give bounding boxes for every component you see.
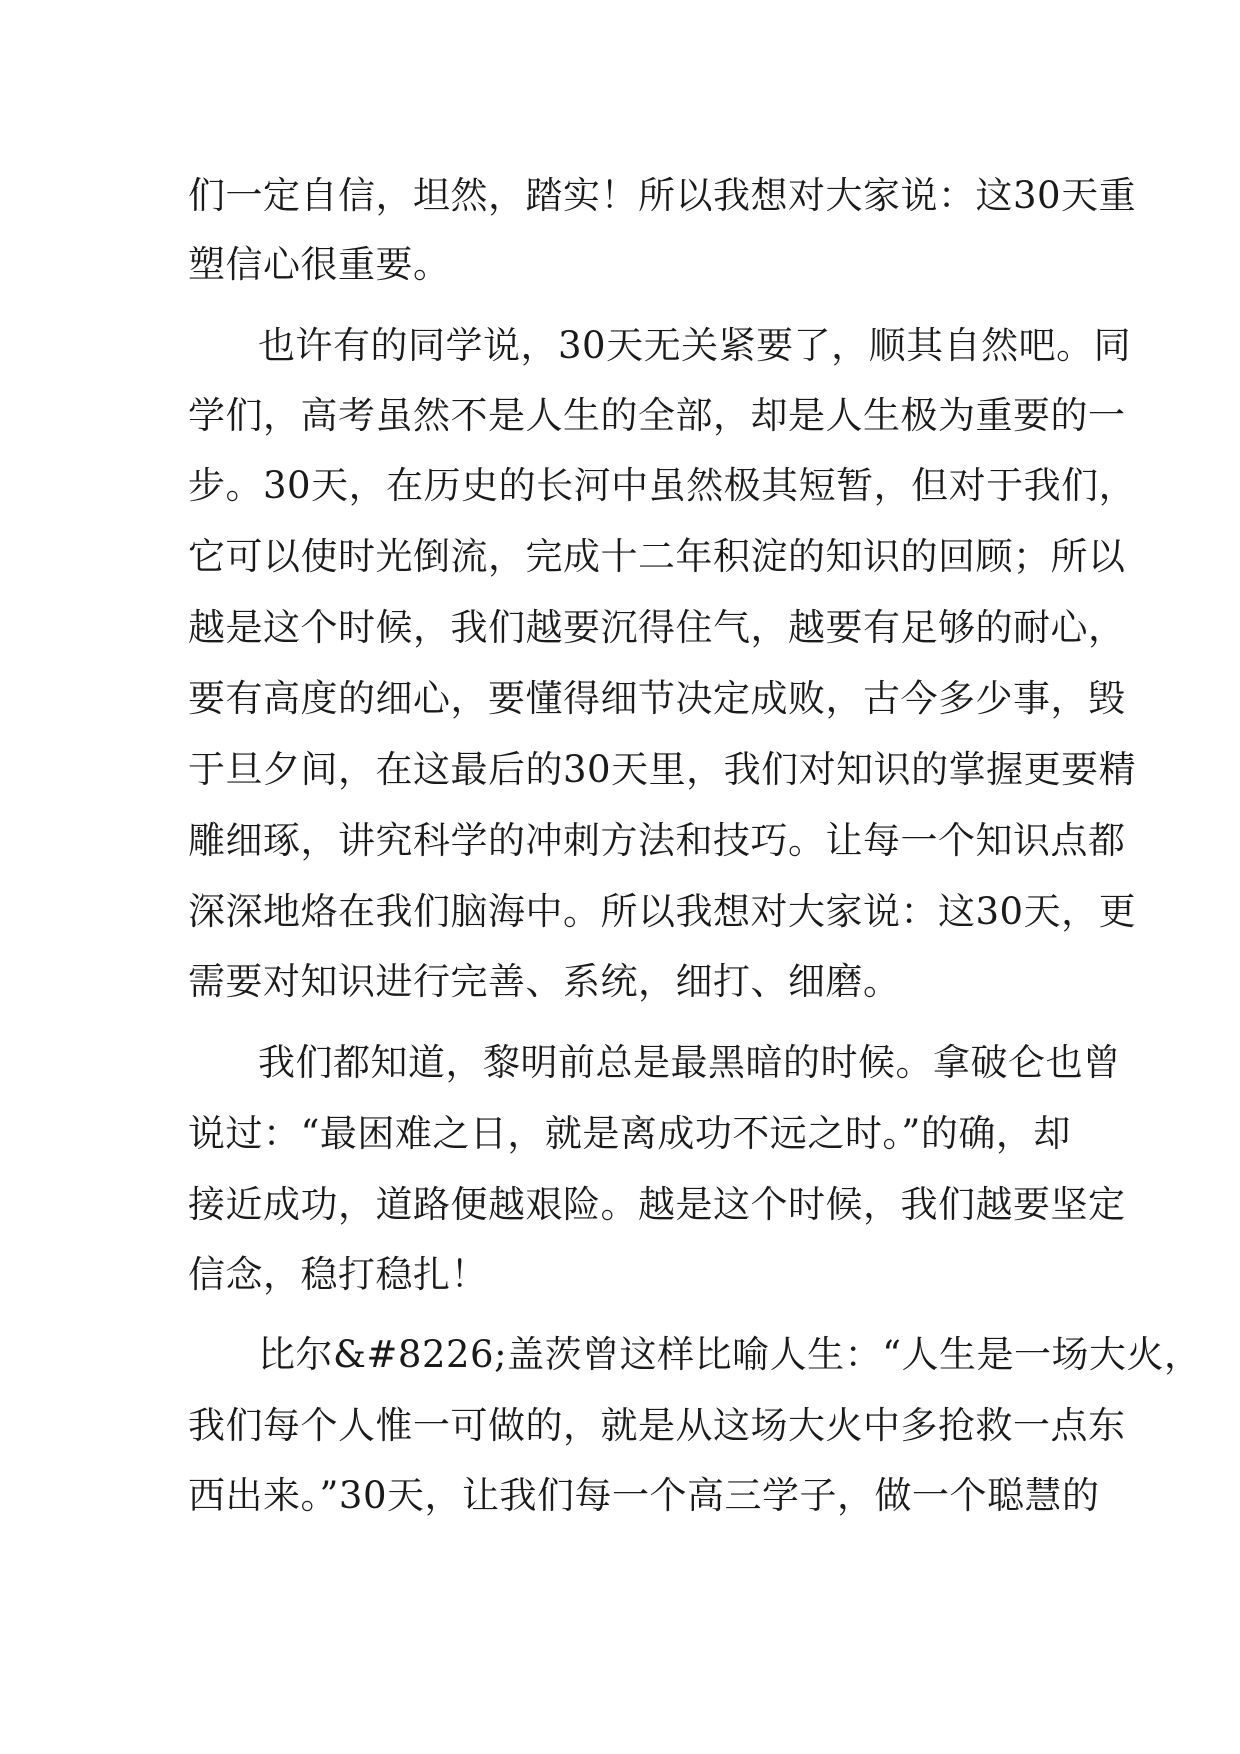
text-line: 学们，高考虽然不是人生的全部，却是人生极为重要的一 — [188, 394, 1126, 437]
text-line: 要有高度的细心，要懂得细节决定成败，古今多少事，毁 — [188, 677, 1126, 720]
text-line: 接近成功，道路便越艰险。越是这个时候，我们越要坚定 — [188, 1183, 1126, 1226]
paragraph-start-line: 也许有的同学说，30天无关紧要了，顺其自然吧。同 — [258, 324, 1132, 367]
text-line: 于旦夕间，在这最后的30天里，我们对知识的掌握更要精 — [188, 748, 1137, 791]
text-line: 雕细琢，讲究科学的冲刺方法和技巧。让每一个知识点都 — [188, 819, 1126, 862]
paragraph-start-line: 我们都知道，黎明前总是最黑暗的时候。拿破仑也曾 — [258, 1041, 1121, 1084]
text-line: 我们每个人惟一可做的，就是从这场大火中多抢救一点东 — [188, 1404, 1126, 1447]
text-line: 它可以使时光倒流，完成十二年积淀的知识的回顾；所以 — [188, 535, 1126, 578]
text-line: 需要对知识进行完善、系统，细打、细磨。 — [188, 960, 901, 1003]
text-line: 步。30天，在历史的长河中虽然极其短暂，但对于我们， — [188, 464, 1137, 507]
text-line: 西出来。”30天，让我们每一个高三学子，做一个聪慧的 — [188, 1474, 1100, 1517]
text-line: 塑信心很重要。 — [188, 243, 451, 286]
paragraph-start-line: 比尔&#8226;盖茨曾这样比喻人生：“人生是一场大火， — [258, 1333, 1202, 1376]
text-line: 深深地烙在我们脑海中。所以我想对大家说：这30天，更 — [188, 890, 1137, 933]
text-line: 越是这个时候，我们越要沉得住气，越要有足够的耐心， — [188, 606, 1126, 649]
text-line: 说过：“最困难之日，就是离成功不远之时。”的确，却 — [188, 1112, 1071, 1155]
text-line: 信念，稳打稳扎！ — [188, 1253, 488, 1296]
text-line: 们一定自信，坦然，踏实！所以我想对大家说：这30天重 — [188, 174, 1137, 217]
